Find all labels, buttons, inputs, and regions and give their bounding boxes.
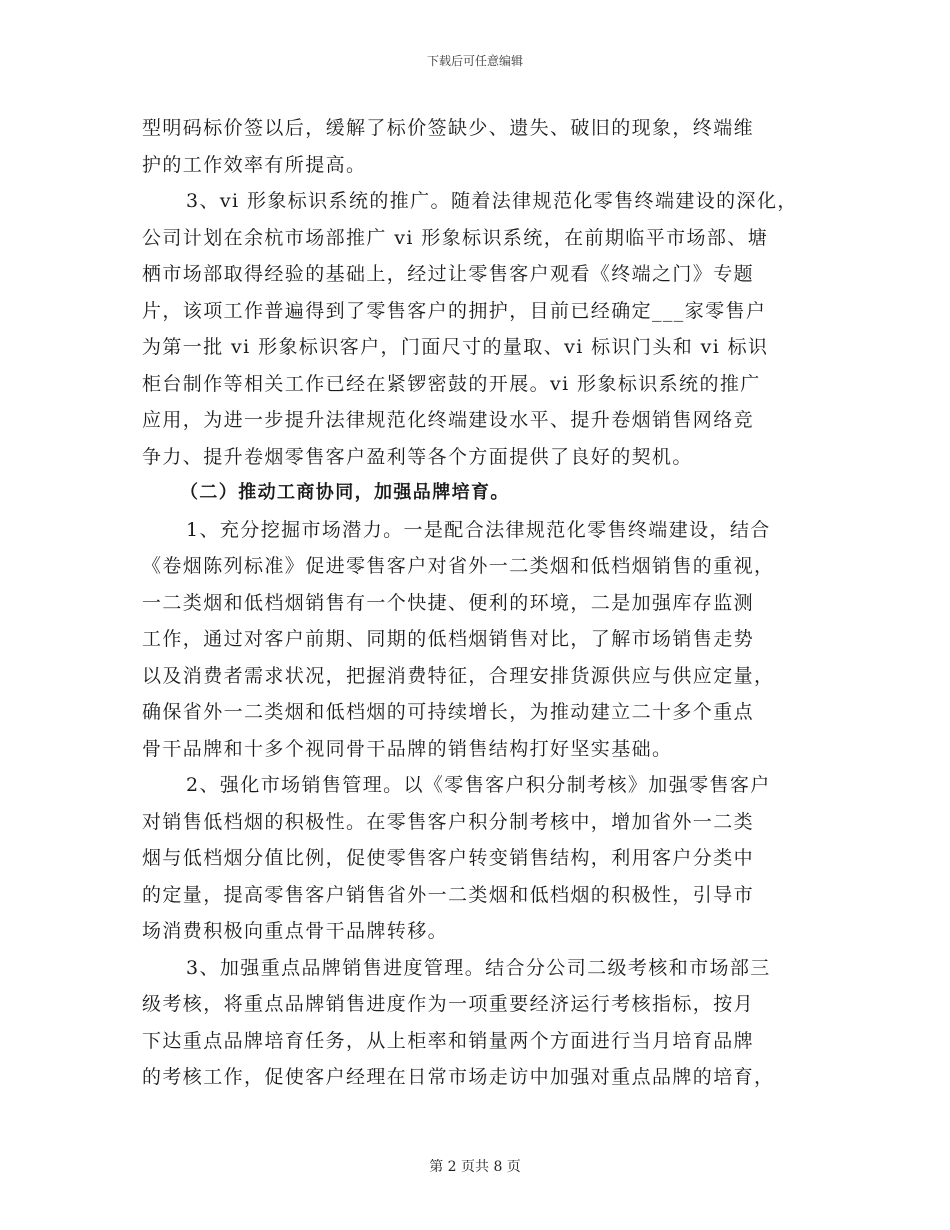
text-line: 公司计划在余杭市场部推广 vi 形象标识系统，在前期临平市场部、塘: [142, 226, 769, 249]
text-line: 片，该项工作普遍得到了零售客户的拥护，目前已经确定___家零售户: [142, 299, 767, 322]
text-line: 场消费积极向重点骨干品牌转移。: [142, 920, 449, 942]
text-line: 3、加强重点品牌销售进度管理。结合分公司二级考核和市场部三: [186, 956, 771, 979]
text-line: 栖市场部取得经验的基础上，经过让零售客户观看《终端之门》专题: [142, 263, 755, 285]
text-line: 工作，通过对客户前期、同期的低档烟销售对比，了解市场销售走势: [142, 628, 755, 650]
text-line: 确保省外一二类烟和低档烟的可持续增长，为推动建立二十多个重点: [142, 701, 755, 723]
text-line: 的定量，提高零售客户销售省外一二类烟和低档烟的积极性，引导市: [142, 883, 755, 906]
text-line: 《卷烟陈列标准》促进零售客户对省外一二类烟和低档烟销售的重视，: [142, 555, 775, 577]
text-line: 以及消费者需求状况，把握消费特征，合理安排货源供应与供应定量，: [142, 664, 775, 687]
text-line: 争力、提升卷烟零售客户盈利等各个方面提供了良好的契机。: [142, 445, 693, 468]
document-body: [142, 110, 822, 1096]
text-line: 骨干品牌和十多个视同骨干品牌的销售结构打好坚实基础。: [142, 737, 673, 760]
text-line: 一二类烟和低档烟销售有一个快捷、便利的环境，二是加强库存监测: [142, 591, 755, 614]
text-line: 下达重点品牌培育任务，从上柜率和销量两个方面进行当月培育品牌: [142, 1029, 755, 1052]
page-header: 下载后可任意编辑: [426, 54, 523, 68]
text-line: 护的工作效率有所提高。: [142, 153, 367, 176]
text-line: 对销售低档烟的积极性。在零售客户积分制考核中，增加省外一二类: [142, 810, 755, 833]
text-line: 柜台制作等相关工作已经在紧锣密鼓的开展。vi 形象标识系统的推广: [142, 372, 761, 395]
text-line: 型明码标价签以后，缓解了标价签缺少、遗失、破旧的现象，终端维: [142, 117, 755, 139]
text-line: 的考核工作，促使客户经理在日常市场走访中加强对重点品牌的培育，: [142, 1066, 775, 1088]
text-line: 应用，为进一步提升法律规范化终端建设水平、提升卷烟销售网络竞: [142, 409, 755, 431]
text-line: 1、充分挖掘市场潜力。一是配合法律规范化零售终端建设，结合: [186, 518, 771, 541]
section-heading: （二）推动工商协同，加强品牌培育。: [180, 482, 510, 503]
text-line: 烟与低档烟分值比例，促使零售客户转变销售结构，利用客户分类中: [142, 847, 755, 869]
page-footer: 第 2 页共 8 页: [429, 1159, 521, 1175]
text-line: 为第一批 vi 形象标识客户，门面尺寸的量取、vi 标识门头和 vi 标识: [142, 336, 769, 358]
text-line: 3、vi 形象标识系统的推广。随着法律规范化零售终端建设的深化，: [186, 190, 798, 212]
text-line: 2、强化市场销售管理。以《零售客户积分制考核》加强零售客户: [186, 774, 771, 796]
text-line: 级考核，将重点品牌销售进度作为一项重要经济运行考核指标，按月: [142, 993, 755, 1015]
